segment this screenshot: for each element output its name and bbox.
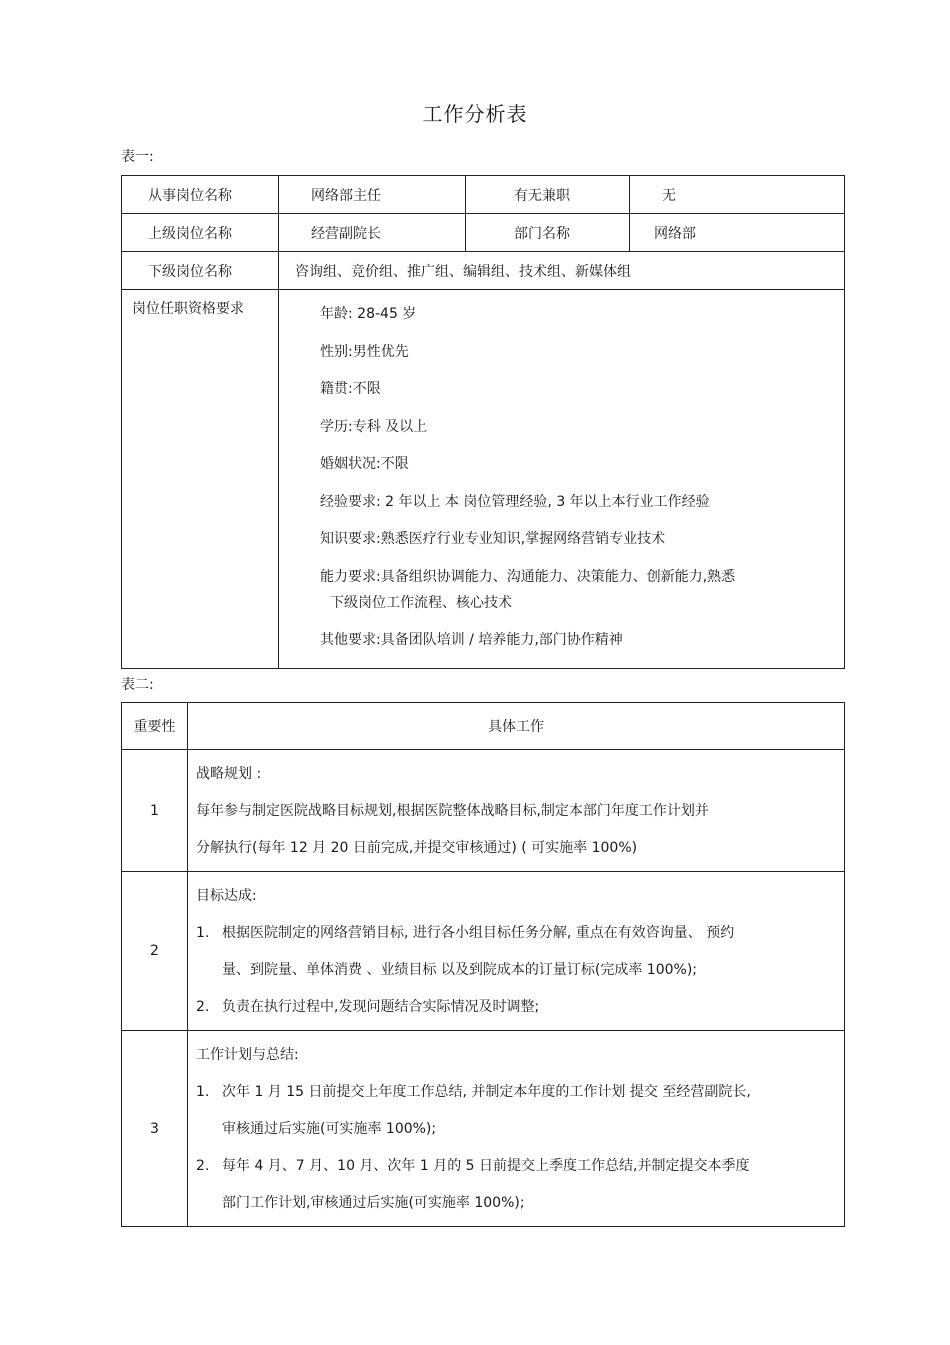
table-header-row [122, 703, 845, 750]
work-item [196, 915, 836, 989]
table-row [122, 1031, 845, 1227]
item-line: 次年 1 月 15 日前提交上年度工作总结, 并制定本年度的工作计划 提交 至经营副院长, [222, 1084, 751, 1100]
qualification-knowledge: 知识要求:熟悉医疗行业专业知识,掌握网络营销专业技术 [320, 531, 666, 547]
work-heading: 战略规划 : [196, 766, 262, 782]
work-cell [188, 872, 845, 1031]
importance-value: 2 [122, 872, 188, 1031]
importance-value: 1 [122, 750, 188, 872]
item-line: 审核通过后实施(可实施率 100%); [222, 1121, 437, 1137]
work-item [196, 1148, 836, 1222]
qualification-education: 学历:专科 及以上 [320, 418, 428, 435]
table2-caption: 表二: [121, 677, 154, 693]
work-item [196, 1074, 836, 1148]
qualification-age: 年龄: 28-45 岁 [320, 306, 417, 322]
importance-value: 3 [122, 1031, 188, 1227]
importance-header: 重要性 [122, 703, 188, 750]
item-index: 2. [196, 999, 210, 1015]
qualification-gender: 性别:男性优先 [320, 343, 409, 360]
qualification-list [279, 290, 845, 669]
work-line: 每年参与制定医院战略目标规划,根据医院整体战略目标,制定本部门年度工作计划并 [196, 803, 709, 819]
table-row [122, 872, 845, 1031]
work-cell [188, 750, 845, 872]
work-heading: 目标达成: [196, 888, 257, 904]
duties-table [121, 702, 845, 1227]
position-name-value: 网络部主任 [279, 176, 466, 214]
item-index: 1. [196, 1084, 210, 1100]
item-line: 量、到院量、单体消费 、业绩目标 以及到院成本的订量订标(完成率 100%); [222, 962, 698, 978]
item-line: 部门工作计划,审核通过后实施(可实施率 100%); [222, 1195, 525, 1211]
document-title: 工作分析表 [422, 102, 528, 126]
item-line: 根据医院制定的网络营销目标, 进行各小组目标任务分解, 重点在有效咨询量、 预约 [222, 925, 735, 941]
subordinate-position-value: 咨询组、竞价组、推广组、编辑组、技术组、新媒体组 [279, 252, 845, 290]
qualification-other: 其他要求:具备团队培训 / 培养能力,部门协作精神 [320, 632, 623, 648]
item-index: 1. [196, 925, 210, 941]
qualification-ability-cont: 下级岗位工作流程、核心技术 [330, 595, 512, 611]
qualification-origin: 籍贯:不限 [320, 381, 381, 397]
department-value: 网络部 [630, 214, 845, 252]
work-line: 分解执行(每年 12 月 20 日前完成,并提交审核通过) ( 可实施率 100%) [196, 840, 638, 856]
work-item [196, 989, 836, 1026]
work-heading: 工作计划与总结: [196, 1047, 299, 1063]
qualification-experience: 经验要求: 2 年以上 本 岗位管理经验, 3 年以上本行业工作经验 [320, 493, 710, 510]
qualification-marital: 婚姻状况:不限 [320, 456, 409, 472]
superior-position-label: 上级岗位名称 [122, 214, 279, 252]
item-index: 2. [196, 1158, 210, 1174]
table-row [122, 750, 845, 872]
position-info-table [121, 175, 845, 669]
table-row [122, 214, 845, 252]
part-time-label: 有无兼职 [466, 176, 630, 214]
department-label: 部门名称 [466, 214, 630, 252]
item-line: 每年 4 月、7 月、10 月、次年 1 月的 5 日前提交上季度工作总结,并制定提交本季度 [222, 1158, 750, 1174]
table-row [122, 252, 845, 290]
position-name-label: 从事岗位名称 [122, 176, 279, 214]
table-row [122, 176, 845, 214]
work-header: 具体工作 [188, 703, 845, 750]
part-time-value: 无 [630, 176, 845, 214]
subordinate-position-label: 下级岗位名称 [122, 252, 279, 290]
qualification-label: 岗位任职资格要求 [122, 290, 279, 669]
qualification-ability: 能力要求:具备组织协调能力、沟通能力、决策能力、创新能力,熟悉 [320, 568, 736, 585]
superior-position-value: 经营副院长 [279, 214, 466, 252]
item-line: 负责在执行过程中,发现问题结合实际情况及时调整; [222, 999, 540, 1015]
work-cell [188, 1031, 845, 1227]
table-row [122, 290, 845, 669]
table1-caption: 表一: [121, 149, 154, 165]
